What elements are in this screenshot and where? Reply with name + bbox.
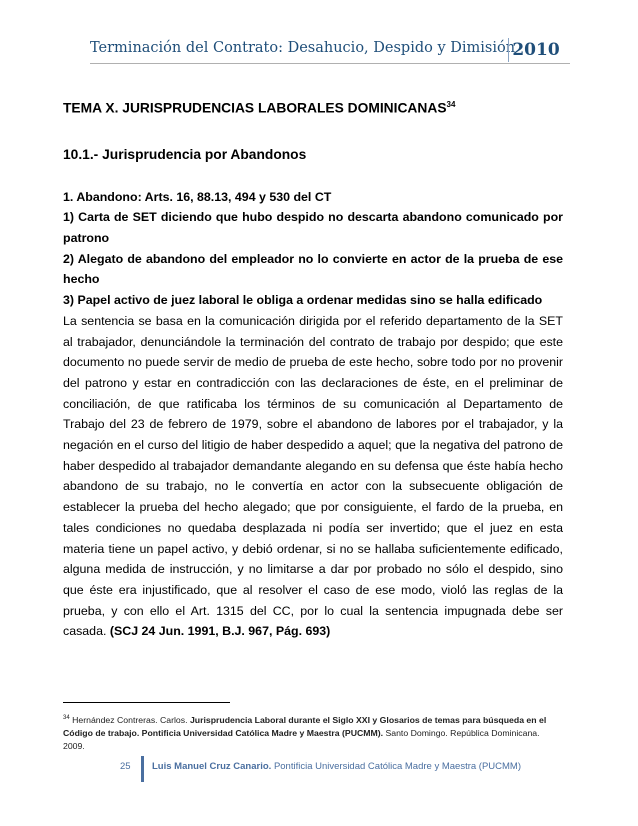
point-item: 1. Abandono: Arts. 16, 88.13, 494 y 530 del CT xyxy=(63,189,332,204)
header-title: Terminación del Contrato: Desahucio, Despido y Dimisión xyxy=(90,40,516,56)
footnote-title: Jurisprudencia Laboral durante el Siglo XXI y Glosarios de temas para búsqueda en el Código de trabajo. Pontificia Universidad Católica Madre y Maestra (PUCMM). xyxy=(63,714,547,738)
page-number: 25 xyxy=(120,761,131,772)
footnote-divider xyxy=(63,702,230,703)
footnote-place: Santo Domingo. República Dominicana. 2009. xyxy=(63,727,540,751)
footnote xyxy=(63,712,563,753)
footer-institution: Pontificia Universidad Católica Madre y Maestra (PUCMM) xyxy=(273,761,522,772)
header-divider xyxy=(90,63,570,64)
paragraph-text: La sentencia se basa en la comunicación dirigida por el referido departamento de la SET al trabajador, denunciándole la terminación del contrato de trabajo por despido; que este documento no puede servir de medio de prueba de este hecho, sobre todo por no provenir del patrono y estar en contradicción con las declaraciones de éste, en el preliminar de conciliación, de que ratificaba los términos de su comunicación al Departamento de Trabajo del 23 de febrero de 1979, sobre el abandono de labores por el trabajador, y la negación en el curso del litigio de haber despedido a aquel; que la negativa del patrono de haber despedido al trabajador demandante alegando en su defensa que éste había hecho abandono de su trabajo, no le convertía en actor con la subsecuente obligación de establecer la prueba del hecho alegado; que por consiguiente, el fardo de la prueba, en tales condiciones no quedaba desplazada ni podía ser invertido; que el juez en esta materia tiene un papel activo, y debió ordenar, si no se hallaba suficientemente edificado, alguna medida de instrucción, y no limitarse a dar por probado no sólo el despido, sino que éste era injustificado, que al resolver el caso de ese modo, violó las reglas de la prueba, y con ello el Art. 1315 del CC, por lo cual la sentencia impugnada debe ser casada. xyxy=(63,313,563,639)
main-content xyxy=(63,100,563,642)
footnote-number: 34 xyxy=(63,715,70,721)
citation: (SCJ 24 Jun. 1991, B.J. 967, Pág. 693) xyxy=(109,624,331,639)
footnote-ref[interactable]: 34 xyxy=(446,100,456,109)
section-heading-text: TEMA X. JURISPRUDENCIAS LABORALES DOMINICANAS xyxy=(63,100,447,116)
footer-divider xyxy=(141,756,144,782)
footer-text xyxy=(152,761,521,772)
subsection-heading: 10.1.- Jurisprudencia por Abandonos xyxy=(63,146,307,162)
page-header xyxy=(90,38,570,72)
point-item: 1) Carta de SET diciendo que hubo despido no descarta abandono comunicado por patrono xyxy=(63,210,563,245)
section-heading xyxy=(63,100,563,116)
body-block xyxy=(63,187,563,642)
point-item: 2) Alegato de abandono del empleador no lo convierte en actor de la prueba de ese hecho xyxy=(63,251,563,287)
footnote-author: Hernández Contreras. Carlos. xyxy=(72,714,188,725)
header-year: 2010 xyxy=(508,38,563,62)
body-paragraph xyxy=(63,311,563,642)
point-item: 3) Papel activo de juez laboral le obliga a ordenar medidas sino se halla edificado xyxy=(63,293,543,308)
footer-author: Luis Manuel Cruz Canario. xyxy=(152,761,272,772)
